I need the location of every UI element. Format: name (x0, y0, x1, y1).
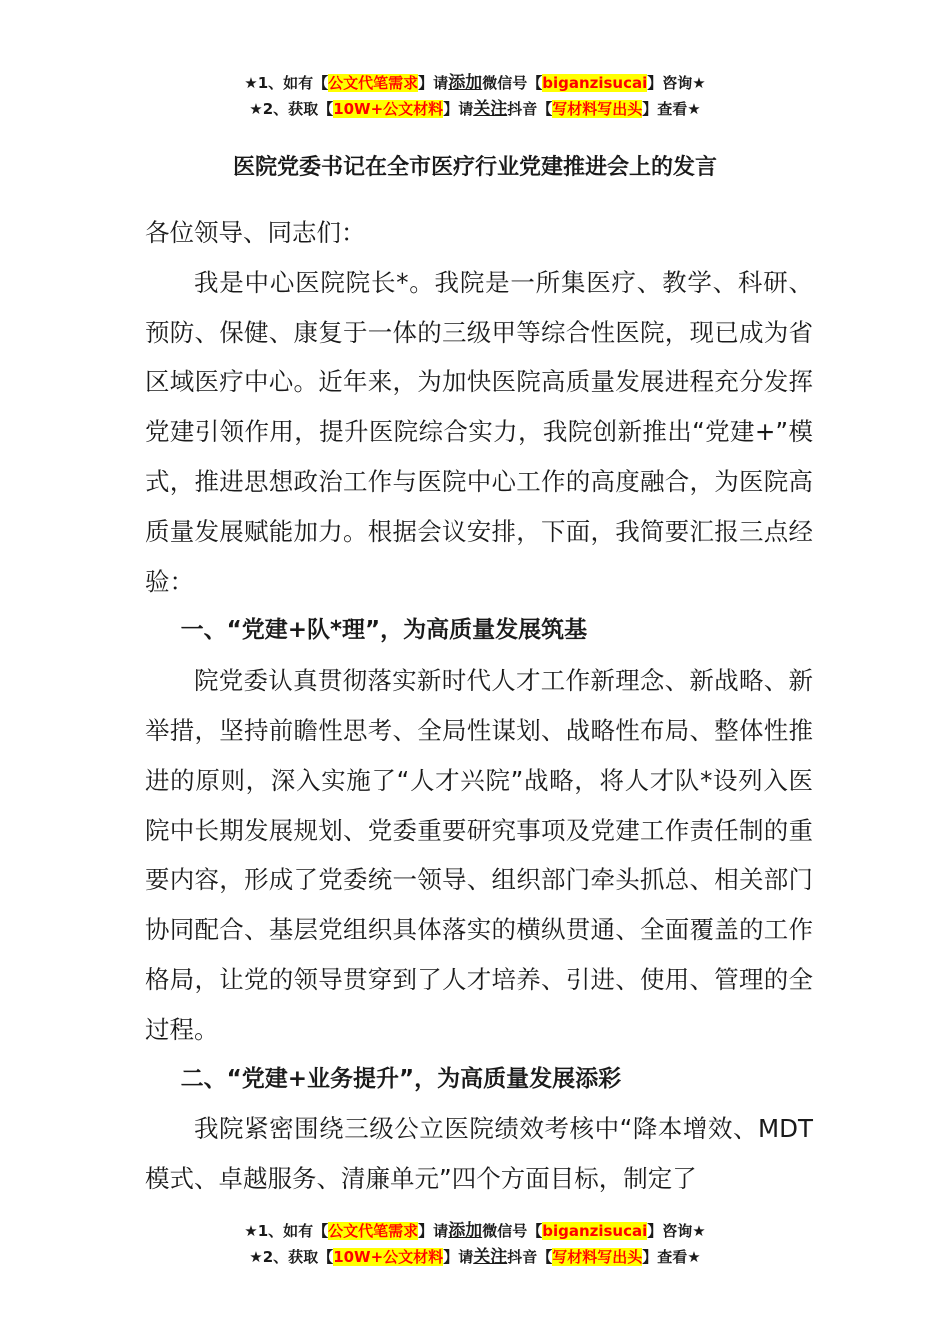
douyin-id-highlight: 写材料写出头 (552, 1248, 643, 1266)
promo-text: 】查看★ (642, 100, 701, 118)
promo-text: 】咨询★ (647, 74, 706, 92)
underlined-text: 添加 (448, 73, 483, 93)
document-body (145, 208, 813, 1204)
bottom-promo-banner (0, 1218, 950, 1270)
top-promo-banner (0, 70, 950, 122)
promo-text: 抖音【 (507, 1248, 553, 1266)
highlight-text: 10W+公文材料 (333, 100, 444, 118)
promo-line-2 (0, 96, 950, 122)
promo-text: 】请 (418, 74, 449, 92)
underlined-text: 添加 (448, 1221, 483, 1241)
promo-line-2 (0, 1244, 950, 1270)
promo-text: ★2、获取【 (249, 1248, 334, 1266)
promo-text: 】请 (418, 1222, 449, 1240)
promo-text: 】咨询★ (647, 1222, 706, 1240)
promo-line-1 (0, 70, 950, 96)
promo-text: ★1、如有【 (244, 74, 329, 92)
promo-text: 微信号【 (482, 1222, 543, 1240)
promo-line-1 (0, 1218, 950, 1244)
section-2-paragraph: 我院紧密围绕三级公立医院绩效考核中“降本增效、MDT模式、卓越服务、清廉单元”四个方面目标，制定了 (145, 1114, 813, 1194)
highlight-text: 公文代笔需求 (328, 1222, 419, 1240)
section-1-heading: 一、“党建+队*理”，为高质量发展筑基 (180, 617, 588, 644)
promo-text: 】请 (443, 1248, 474, 1266)
douyin-id-highlight: 写材料写出头 (552, 100, 643, 118)
promo-text: 抖音【 (507, 100, 553, 118)
highlight-text: 公文代笔需求 (328, 74, 419, 92)
promo-text: 】查看★ (642, 1248, 701, 1266)
underlined-text: 关注 (473, 99, 508, 119)
wechat-id-highlight: biganzisucai (542, 74, 648, 92)
wechat-id-highlight: biganzisucai (542, 1222, 648, 1240)
promo-text: 】请 (443, 100, 474, 118)
promo-text: ★1、如有【 (244, 1222, 329, 1240)
intro-paragraph: 我是中心医院院长*。我院是一所集医疗、教学、科研、预防、保健、康复于一体的三级甲等综合性医院，现已成为省区域医疗中心。近年来，为加快医院高质量发展进程充分发挥党建引领作用，提升医院综合实力，我院创新推出“党建+”模式，推进思想政治工作与医院中心工作的高度融合，为医院高质量发展赋能加力。根据会议安排，下面，我简要汇报三点经验： (145, 267, 813, 596)
document-title: 医院党委书记在全市医疗行业党建推进会上的发言 (232, 155, 717, 180)
section-2-heading: 二、“党建+业务提升”，为高质量发展添彩 (180, 1065, 622, 1092)
promo-text: 微信号【 (482, 74, 543, 92)
salutation: 各位领导、同志们： (145, 218, 366, 247)
underlined-text: 关注 (473, 1247, 508, 1267)
section-1-paragraph: 院党委认真贯彻落实新时代人才工作新理念、新战略、新举措，坚持前瞻性思考、全局性谋划、战略性布局、整体性推进的原则，深入实施了“人才兴院”战略，将人才队*设列入医院中长期发展规划、党委重要研究事项及党建工作责任制的重要内容，形成了党委统一领导、组织部门牵头抓总、相关部门协同配合、基层党组织具体落实的横纵贯通、全面覆盖的工作格局，让党的领导贯穿到了人才培养、引进、使用、管理的全过程。 (145, 666, 813, 1044)
highlight-text: 10W+公文材料 (333, 1248, 444, 1266)
promo-text: ★2、获取【 (249, 100, 334, 118)
